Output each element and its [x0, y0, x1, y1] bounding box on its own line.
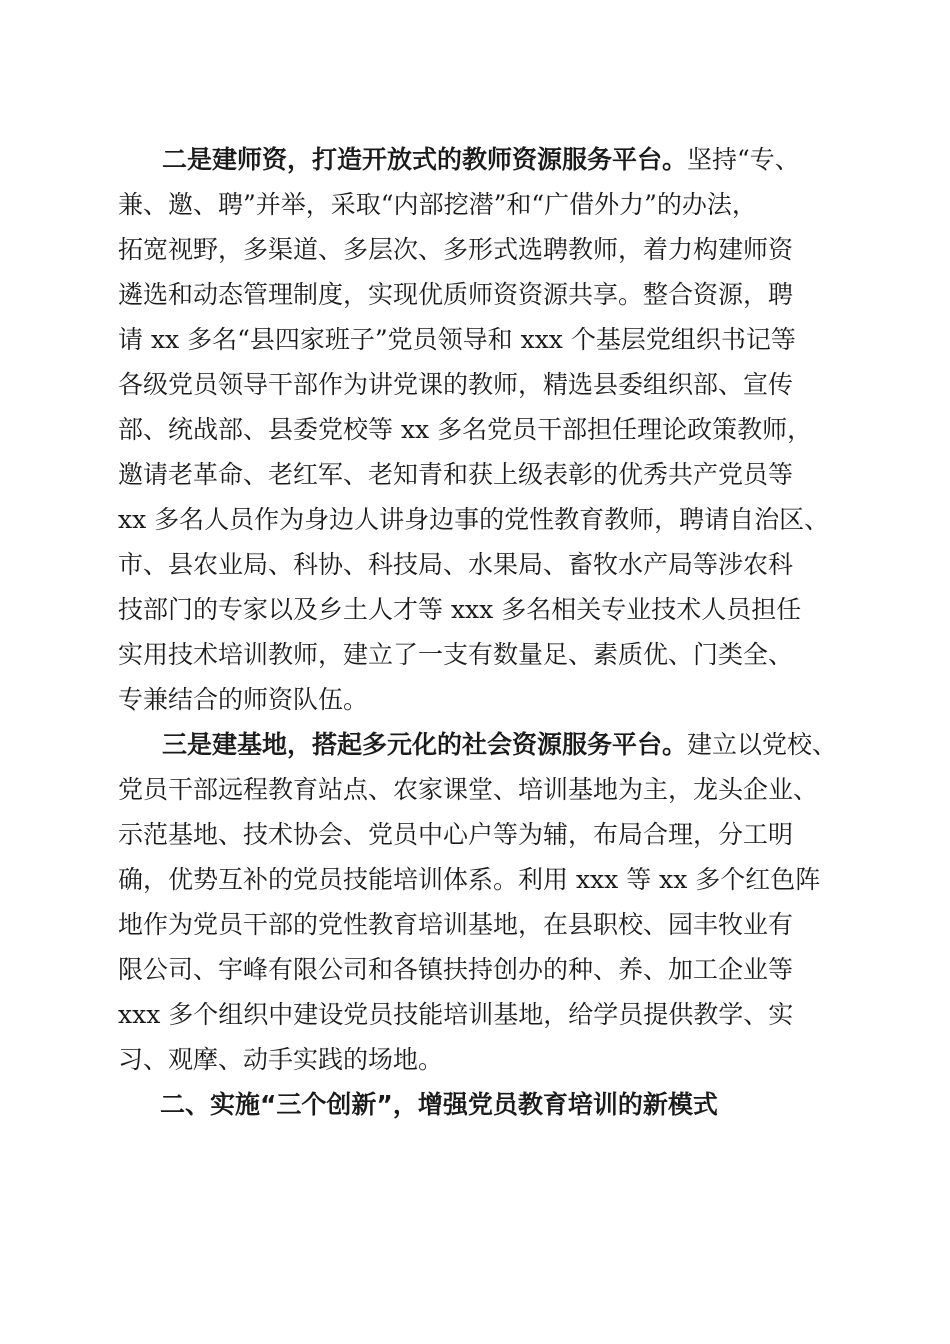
- paragraph-line: 习、观摩、动手实践的场地。: [118, 1045, 444, 1074]
- paragraph-lead: 三是建基地，搭起多元化的社会资源服务平台。: [162, 730, 688, 759]
- paragraph-line: 兼、邀、聘”并举，采取“内部挖潜”和“广借外力”的办法，: [118, 190, 757, 219]
- paragraph-line: 市、县农业局、科协、科技局、水果局、畜牧水产局等涉农科: [118, 550, 794, 579]
- paragraph-line: 地作为党员干部的党性教育培训基地，在县职校、园丰牧业有: [118, 910, 794, 939]
- paragraph-line: 确，优势互补的党员技能培训体系。利用 xxx 等 xx 多个红色阵: [118, 865, 821, 894]
- paragraph-line: 专兼结合的师资队伍。: [118, 685, 369, 714]
- paragraph-line: 拓宽视野，多渠道、多层次、多形式选聘教师，着力构建师资: [118, 235, 794, 264]
- paragraph-line: xxx 多个组织中建设党员技能培训基地，给学员提供教学、实: [118, 1000, 794, 1029]
- paragraph-line: 党员干部远程教育站点、农家课堂、培训基地为主，龙头企业、: [118, 775, 819, 804]
- paragraph-line: [0, 137, 950, 182]
- paragraph-line: 邀请老革命、老红军、老知青和获上级表彰的优秀共产党员等: [118, 460, 794, 489]
- paragraph-line: 限公司、宇峰有限公司和各镇扶持创办的种、养、加工企业等: [118, 955, 794, 984]
- paragraph-line: xx 多名人员作为身边人讲身边事的党性教育教师，聘请自治区、: [118, 505, 830, 534]
- paragraph-line: 遴选和动态管理制度，实现优质师资资源共享。整合资源，聘: [118, 280, 794, 309]
- paragraph-lead: 二是建师资，打造开放式的教师资源服务平台。: [162, 145, 688, 174]
- paragraph-line: 示范基地、技术协会、党员中心户等为辅，布局合理，分工明: [118, 820, 794, 849]
- paragraph-line: 技部门的专家以及乡土人才等 xxx 多名相关专业技术人员担任: [118, 595, 802, 624]
- paragraph-line: 各级党员领导干部作为讲党课的教师，精选县委组织部、宣传: [118, 370, 794, 399]
- paragraph-line: 实用技术培训教师，建立了一支有数量足、素质优、门类全、: [118, 640, 794, 669]
- paragraph-line: 请 xx 多名“县四家班子”党员领导和 xxx 个基层党组织书记等: [118, 325, 796, 354]
- paragraph-text: 坚持“专、: [687, 145, 800, 174]
- paragraph-text: 建立以党校、: [687, 730, 838, 759]
- section-heading: 二、实施“三个创新”，增强党员教育培训的新模式: [160, 1090, 718, 1119]
- paragraph-line: [0, 722, 950, 767]
- paragraph-line: 部、统战部、县委党校等 xx 多名党员干部担任理论政策教师，: [118, 415, 813, 444]
